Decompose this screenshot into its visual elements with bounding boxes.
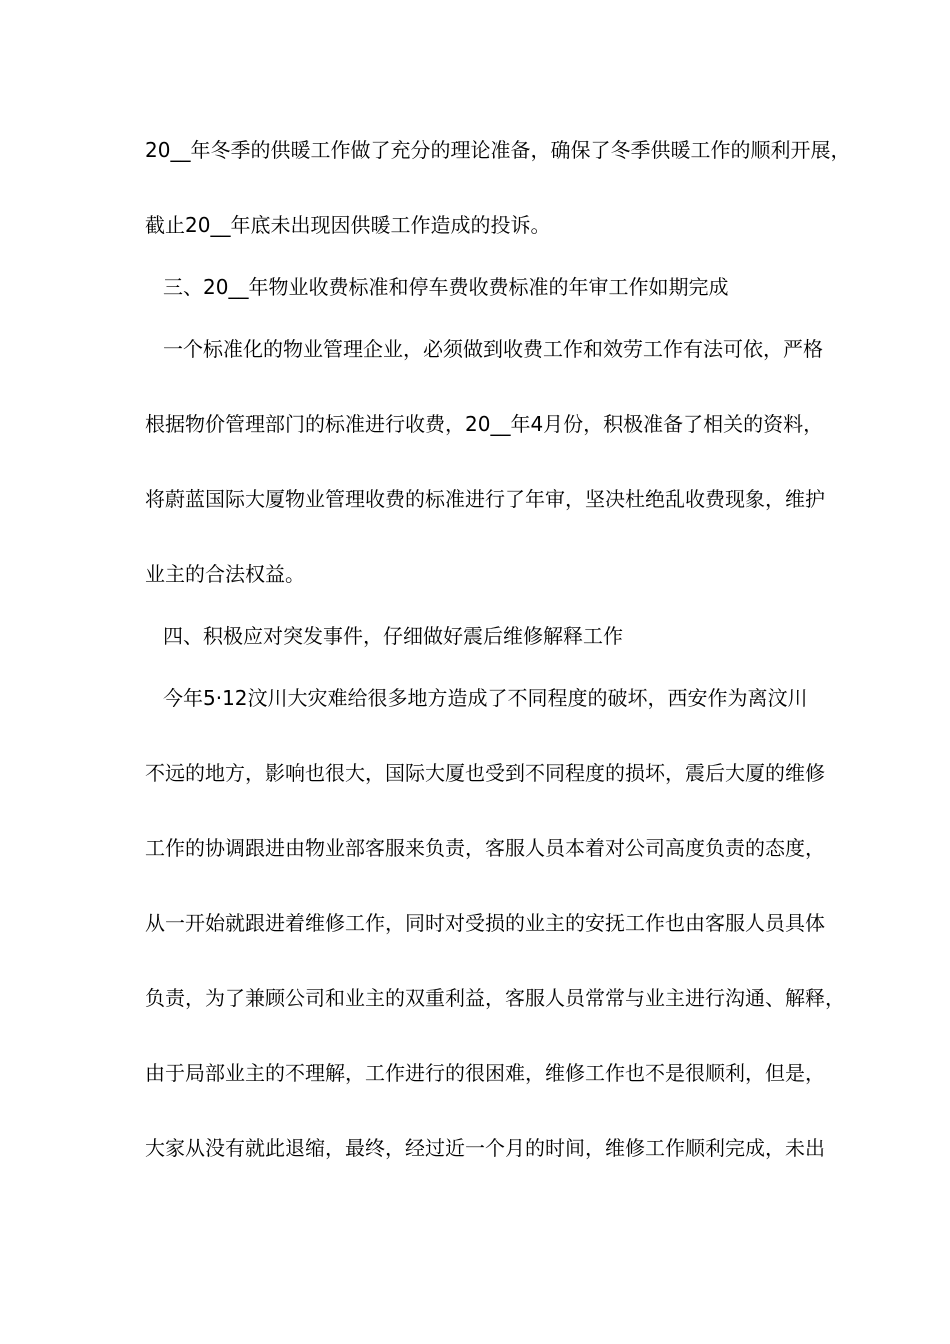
paragraph-line: 大家从没有就此退缩，最终，经过近一个月的时间，维修工作顺利完成，未出	[145, 1136, 825, 1160]
paragraph-line: 将蔚蓝国际大厦物业管理收费的标准进行了年审，坚决杜绝乱收费现象，维护	[145, 487, 825, 511]
section-heading: 三、20__年物业收费标准和停车费收费标准的年审工作如期完成	[163, 275, 729, 299]
paragraph-line: 工作的协调跟进由物业部客服来负责，客服人员本着对公司高度负责的态度，	[145, 836, 825, 860]
section-heading: 四、积极应对突发事件，仔细做好震后维修解释工作	[163, 624, 623, 648]
paragraph-line: 根据物价管理部门的标准进行收费，20__年4月份，积极准备了相关的资料，	[145, 412, 824, 436]
paragraph-line: 负责，为了兼顾公司和业主的双重利益，客服人员常常与业主进行沟通、解释，	[145, 986, 845, 1010]
paragraph-line: 业主的合法权益。	[145, 562, 305, 586]
paragraph-line: 一个标准化的物业管理企业，必须做到收费工作和效劳工作有法可依，严格	[163, 337, 823, 361]
paragraph-line: 不远的地方，影响也很大，国际大厦也受到不同程度的损坏，震后大厦的维修	[145, 761, 825, 785]
paragraph-line: 截止20__年底未出现因供暖工作造成的投诉。	[145, 213, 551, 237]
paragraph-line: 今年5·12汶川大灾难给很多地方造成了不同程度的破坏，西安作为离汶川	[163, 686, 808, 710]
paragraph-line: 由于局部业主的不理解，工作进行的很困难，维修工作也不是很顺利，但是，	[145, 1061, 825, 1085]
paragraph-line: 20__年冬季的供暖工作做了充分的理论准备，确保了冬季供暖工作的顺利开展，	[145, 138, 851, 162]
paragraph-line: 从一开始就跟进着维修工作，同时对受损的业主的安抚工作也由客服人员具体	[145, 911, 825, 935]
